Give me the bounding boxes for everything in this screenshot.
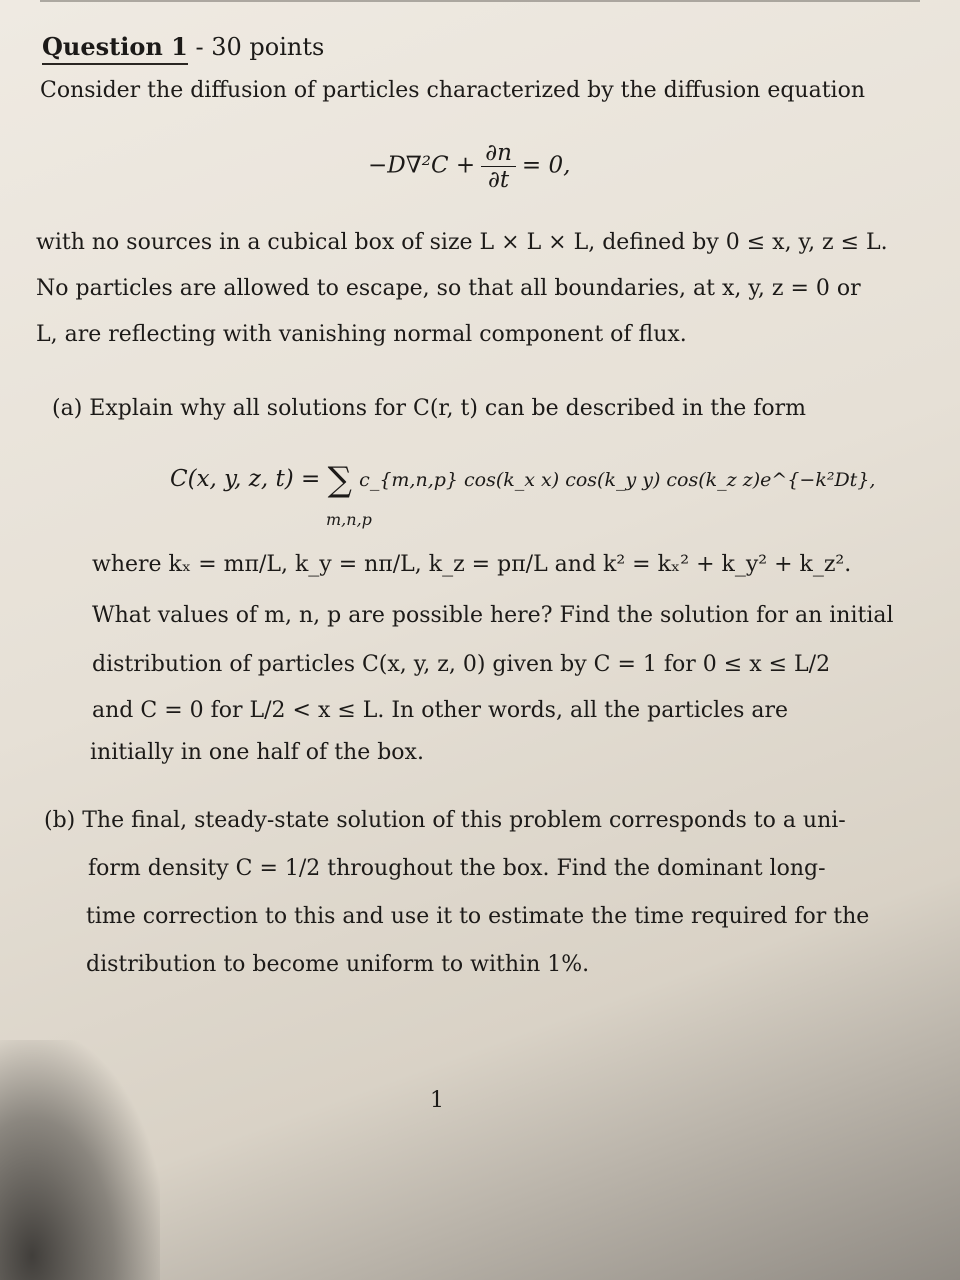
part-a-line-2: What values of m, n, p are possible here? Find the solution for an initial bbox=[92, 603, 894, 628]
sum-symbol: ∑ bbox=[327, 460, 352, 500]
condition-line-1: with no sources in a cubical box of size L × L × L, defined by 0 ≤ x, y, z ≤ L. bbox=[36, 230, 888, 255]
photo-shadow bbox=[0, 1040, 160, 1280]
condition-line-2: No particles are allowed to escape, so that all boundaries, at x, y, z = 0 or bbox=[36, 276, 861, 301]
sum-index: m,n,p bbox=[326, 510, 372, 529]
equation-right: = 0, bbox=[521, 152, 571, 179]
formula-left: C(x, y, z, t) = bbox=[170, 466, 321, 492]
question-title: Question 1 bbox=[42, 32, 188, 65]
page-top-edge bbox=[40, 0, 920, 2]
equation-denominator: ∂t bbox=[487, 167, 510, 193]
diffusion-equation bbox=[368, 140, 570, 193]
page-number: 1 bbox=[430, 1088, 444, 1113]
series-formula bbox=[170, 460, 875, 500]
part-b-line-3: time correction to this and use it to estimate the time required for the bbox=[86, 904, 870, 929]
formula-right: c_{m,n,p} cos(k_x x) cos(k_y y) cos(k_z z)e^{−k²Dt}, bbox=[359, 469, 876, 491]
equation-numerator: ∂n bbox=[481, 140, 516, 167]
part-a-line-4: and C = 0 for L/2 < x ≤ L. In other words, all the particles are bbox=[92, 698, 789, 723]
part-a-line-3: distribution of particles C(x, y, z, 0) given by C = 1 for 0 ≤ x ≤ L/2 bbox=[92, 652, 831, 677]
part-a-line-1: where kₓ = mπ/L, k_y = nπ/L, k_z = pπ/L and k² = kₓ² + k_y² + k_z². bbox=[92, 552, 852, 577]
part-b-line-1: (b) The final, steady-state solution of this problem corresponds to a uni- bbox=[44, 808, 846, 833]
condition-line-3: L, are reflecting with vanishing normal component of flux. bbox=[36, 322, 687, 347]
intro-text: Consider the diffusion of particles characterized by the diffusion equation bbox=[40, 78, 866, 103]
question-heading bbox=[42, 32, 324, 61]
equation-fraction bbox=[481, 140, 516, 193]
part-a-prompt: (a) Explain why all solutions for C(r, t) can be described in the form bbox=[52, 396, 807, 421]
question-points: - 30 points bbox=[195, 33, 325, 61]
part-b-line-4: distribution to become uniform to within 1%. bbox=[86, 952, 590, 977]
equation-left: −D∇²C + bbox=[368, 152, 476, 179]
part-a-line-5: initially in one half of the box. bbox=[90, 740, 424, 765]
part-b-line-2: form density C = 1/2 throughout the box. Find the dominant long- bbox=[88, 856, 826, 881]
